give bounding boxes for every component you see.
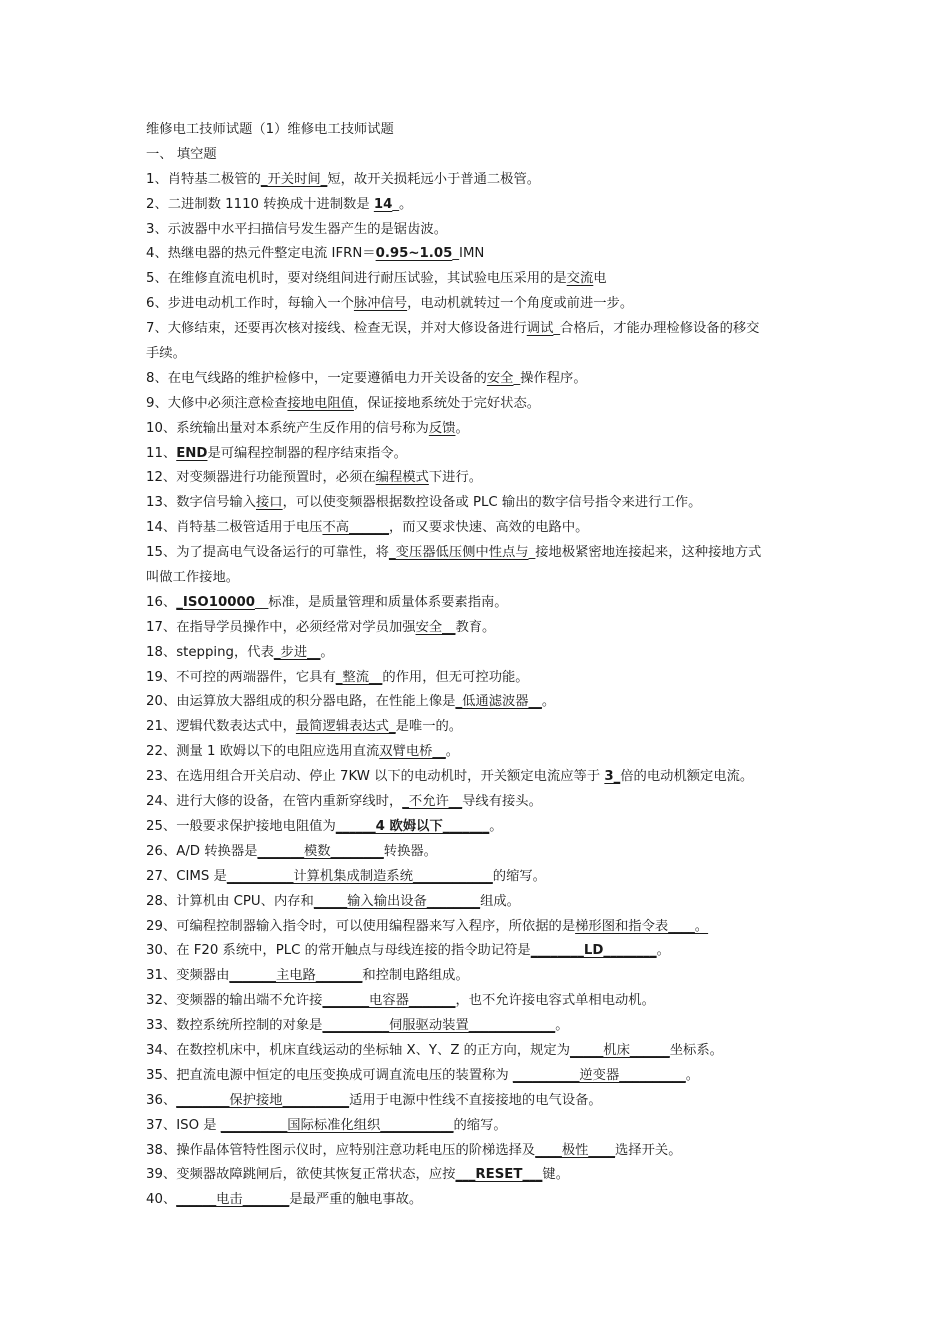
question-line: [146, 616, 816, 641]
question-text: 1、肖特基二极管的: [146, 171, 261, 187]
question-tail: 倍的电动机额定电流。: [620, 769, 754, 785]
question-line: [146, 815, 816, 840]
question-text: 9、大修中必须注意检查: [146, 395, 288, 411]
question-tail: 。: [555, 1018, 569, 1034]
answer-blank: 3_: [604, 769, 621, 785]
question-line: [146, 765, 816, 790]
question-text: 40、: [146, 1192, 177, 1208]
question-line: [146, 218, 816, 243]
question-line: [146, 566, 816, 591]
answer-blank: __________计算机集成制造系统____________: [226, 868, 493, 884]
answer-blank: _步进__: [273, 644, 321, 660]
question-tail: 。: [656, 943, 670, 959]
answer-blank: ________保护接地__________: [176, 1092, 350, 1108]
question-line: [146, 964, 816, 989]
question-line: [146, 367, 816, 392]
question-line: [146, 193, 816, 218]
answer-blank: _______模数________: [257, 843, 384, 859]
answer-blank: _变压器低压侧中性点与: [388, 545, 529, 561]
question-tail: 。: [445, 744, 460, 760]
answer-blank: _开关时间_: [260, 171, 328, 187]
question-line: [146, 1089, 816, 1114]
answer-blank: 脉冲信号: [353, 296, 408, 312]
question-tail: _IMN: [452, 246, 485, 262]
question-tail: 的缩写。: [492, 868, 546, 884]
answer-blank: 安全: [486, 370, 514, 386]
question-text: 20、由运算放大器组成的积分器电路，在性能上像是: [146, 694, 456, 710]
answer-blank: 安全__: [415, 619, 456, 635]
question-text: 16、: [146, 594, 177, 610]
question-tail: ，也不允许接电容式单相电动机。: [455, 993, 655, 1009]
document-title: 维修电工技师试题（1）维修电工技师试题: [146, 122, 394, 137]
question-text: 叫做工作接地。: [146, 570, 240, 586]
question-line: [146, 641, 816, 666]
question-text: 37、ISO 是: [146, 1117, 221, 1133]
answer-blank: ______电击_______: [176, 1192, 290, 1208]
question-tail: 适用于电源中性线不直接接地的电气设备。: [349, 1092, 602, 1108]
question-line: [146, 890, 816, 915]
question-line: [146, 840, 816, 865]
question-text: 34、在数控机床中，机床直线运动的坐标轴 X、Y、Z 的正方向，规定为: [146, 1042, 571, 1058]
question-line: [146, 1039, 816, 1064]
question-text: 30、在 F20 系统中，PLC 的常开触点与母线连接的指令助记符是: [146, 943, 531, 959]
question-line: [146, 790, 816, 815]
question-tail: ，可以使变频器根据数控设备或 PLC 输出的数字信号指令来进行工作。: [282, 495, 702, 511]
question-text: 8、在电气线路的维护检修中，一定要遵循电力开关设备的: [146, 370, 487, 386]
answer-blank: 接口: [256, 495, 283, 511]
answer-blank: _____机床______: [570, 1042, 670, 1058]
question-tail: 电: [593, 271, 607, 287]
question-text: 25、一般要求保护接地电阻值为: [146, 818, 336, 834]
question-line: [146, 715, 816, 740]
question-tail: 。: [320, 644, 334, 660]
question-tail: _。: [392, 196, 413, 212]
question-text: 36、: [146, 1092, 177, 1108]
question-text: 35、把直流电源中恒定的电压变换成可调直流电压的装置称为: [146, 1067, 513, 1083]
answer-blank: __________国际标准化组织___________: [220, 1117, 454, 1133]
question-tail: _操作程序。: [513, 370, 587, 386]
question-text: 18、stepping，代表: [146, 644, 274, 660]
answer-blank: 双臂电桥__: [379, 744, 446, 760]
question-text: 15、为了提高电气设备运行的可靠性，将: [146, 545, 389, 561]
question-line: [146, 442, 816, 467]
answer-blank: _____输入输出设备________: [313, 893, 481, 909]
answer-blank: _整流__: [335, 669, 383, 685]
question-line: [146, 392, 816, 417]
answer-blank: 14: [373, 196, 393, 212]
answer-blank: _不允许__: [402, 794, 463, 810]
question-text: 13、数字信号输入: [146, 495, 256, 511]
question-text: 3、示波器中水平扫描信号发生器产生的是锯齿波。: [146, 221, 447, 237]
answer-blank: 编程模式: [375, 470, 429, 486]
question-tail: 键。: [542, 1167, 569, 1183]
question-line: [146, 1114, 816, 1139]
question-text: 2、二进制数 1110 转换成十进制数是: [146, 196, 374, 212]
question-text: 7、大修结束，还要再次核对接线、检查无误，并对大修设备进行: [146, 321, 527, 337]
answer-blank: 最简逻辑表达式_: [295, 719, 396, 735]
question-text: 24、进行大修的设备，在管内重新穿线时，: [146, 794, 403, 810]
section-heading: 一、 填空题: [146, 146, 217, 162]
question-line: [146, 666, 816, 691]
question-line: [146, 541, 816, 566]
question-tail: 是唯一的。: [395, 719, 463, 735]
answer-blank: ___RESET___: [455, 1167, 543, 1183]
question-text: 29、可编程控制器输入指令时，可以使用编程器来写入程序，所依据的是: [146, 918, 576, 934]
question-text: 19、不可控的两端器件，它具有: [146, 669, 336, 685]
question-tail: 。: [455, 420, 469, 436]
question-tail: 教育。: [455, 619, 496, 635]
question-tail: 的作用，但无可控功能。: [382, 669, 529, 685]
question-tail: 。: [685, 1067, 700, 1083]
question-tail: 。: [541, 694, 556, 710]
question-line: [146, 915, 816, 940]
question-line: [146, 267, 816, 292]
question-tail: 的缩写。: [453, 1117, 507, 1133]
question-line: [146, 317, 816, 342]
question-text: 17、在指导学员操作中，必须经常对学员加强: [146, 619, 416, 635]
question-tail: _接地极紧密地连接起来，这种接地方式: [528, 545, 762, 561]
question-tail: 。: [489, 818, 503, 834]
question-tail: 转换器。: [383, 843, 437, 859]
question-line: [146, 989, 816, 1014]
answer-blank: 0.95~1.05: [375, 246, 453, 262]
question-tail: 选择开关。: [615, 1142, 682, 1158]
question-text: 33、数控系统所控制的对象是: [146, 1018, 323, 1034]
question-text: 32、变频器的输出端不允许接: [146, 993, 323, 1009]
question-text: 23、在选用组合开关启动、停止 7KW 以下的电动机时，开关额定电流应等于: [146, 769, 605, 785]
question-tail: ，而又要求快速、高效的电路中。: [388, 520, 589, 536]
answer-blank: __________伺服驱动装置_____________: [322, 1018, 556, 1034]
question-line: [146, 491, 816, 516]
question-tail: 组成。: [480, 893, 520, 909]
question-text: 手续。: [146, 346, 186, 362]
answer-blank: ________LD________: [530, 943, 657, 959]
answer-blank: 反馈: [428, 420, 456, 436]
question-line: [146, 939, 816, 964]
question-list: [146, 168, 816, 1213]
question-tail: 是可编程控制器的程序结束指令。: [207, 445, 407, 461]
question-line: [146, 1139, 816, 1164]
question-text: 14、肖特基二极管适用于电压: [146, 520, 323, 536]
question-tail: __标准，是质量管理和质量体系要素指南。: [254, 594, 508, 610]
answer-blank: __________逆变器__________: [512, 1067, 686, 1083]
answer-blank: END: [176, 445, 208, 461]
question-text: 27、CIMS 是: [146, 868, 227, 884]
question-tail: 下进行。: [428, 470, 483, 486]
question-line: [146, 740, 816, 765]
question-tail: 是最严重的触电事故。: [289, 1192, 423, 1208]
question-line: [146, 1163, 816, 1188]
question-line: [146, 516, 816, 541]
question-text: 28、计算机由 CPU、内存和: [146, 893, 314, 909]
answer-blank: ______4 欧姆以下_______: [335, 818, 490, 834]
answer-blank: 接地电阻值: [287, 395, 354, 411]
question-line: [146, 242, 816, 267]
question-text: 4、热继电器的热元件整定电流 IFRN＝: [146, 246, 376, 262]
question-tail: 短，故开关损耗远小于普通二极管。: [327, 171, 541, 187]
document-page: [146, 118, 816, 1213]
question-line: [146, 865, 816, 890]
answer-blank: 不高______: [322, 520, 389, 536]
question-text: 10、系统输出量对本系统产生反作用的信号称为: [146, 420, 429, 436]
question-line: [146, 591, 816, 616]
question-text: 12、对变频器进行功能预置时，必须在: [146, 470, 376, 486]
question-line: [146, 1014, 816, 1039]
answer-blank: 调试: [526, 321, 554, 337]
answer-blank: _ISO10000: [176, 594, 255, 610]
answer-blank: 交流: [566, 271, 594, 287]
answer-blank: _______主电路_______: [229, 968, 363, 984]
question-tail: ，电动机就转过一个角度或前进一步。: [407, 296, 634, 312]
question-tail: 和控制电路组成。: [362, 968, 469, 984]
question-tail: _合格后，才能办理检修设备的移交: [553, 321, 760, 337]
question-text: 22、测量 1 欧姆以下的电阻应选用直流: [146, 744, 380, 760]
question-line: [146, 1188, 816, 1213]
question-line: [146, 466, 816, 491]
question-line: [146, 292, 816, 317]
question-text: 6、步进电动机工作时，每输入一个: [146, 296, 354, 312]
question-text: 31、变频器由: [146, 968, 230, 984]
question-text: 11、: [146, 445, 177, 461]
question-line: [146, 342, 816, 367]
answer-blank: ____极性____: [535, 1142, 616, 1158]
answer-blank: _低通滤波器__: [455, 694, 542, 710]
answer-blank: 梯形图和指令表____。: [575, 918, 709, 934]
question-tail: 坐标系。: [669, 1042, 723, 1058]
question-line: [146, 1064, 816, 1089]
question-text: 5、在维修直流电机时，要对绕组间进行耐压试验，其试验电压采用的是: [146, 271, 567, 287]
question-text: 38、操作晶体管特性图示仪时，应特别注意功耗电压的阶梯选择及: [146, 1142, 536, 1158]
question-text: 21、逻辑代数表达式中，: [146, 719, 296, 735]
question-text: 26、A/D 转换器是: [146, 843, 258, 859]
answer-blank: _______电容器_______: [322, 993, 456, 1009]
question-line: [146, 690, 816, 715]
question-line: [146, 417, 816, 442]
question-tail: ，保证接地系统处于完好状态。: [353, 395, 541, 411]
question-text: 39、变频器故障跳闸后，欲使其恢复正常状态，应按: [146, 1167, 456, 1183]
question-tail: 导线有接头。: [462, 794, 542, 810]
question-line: [146, 168, 816, 193]
